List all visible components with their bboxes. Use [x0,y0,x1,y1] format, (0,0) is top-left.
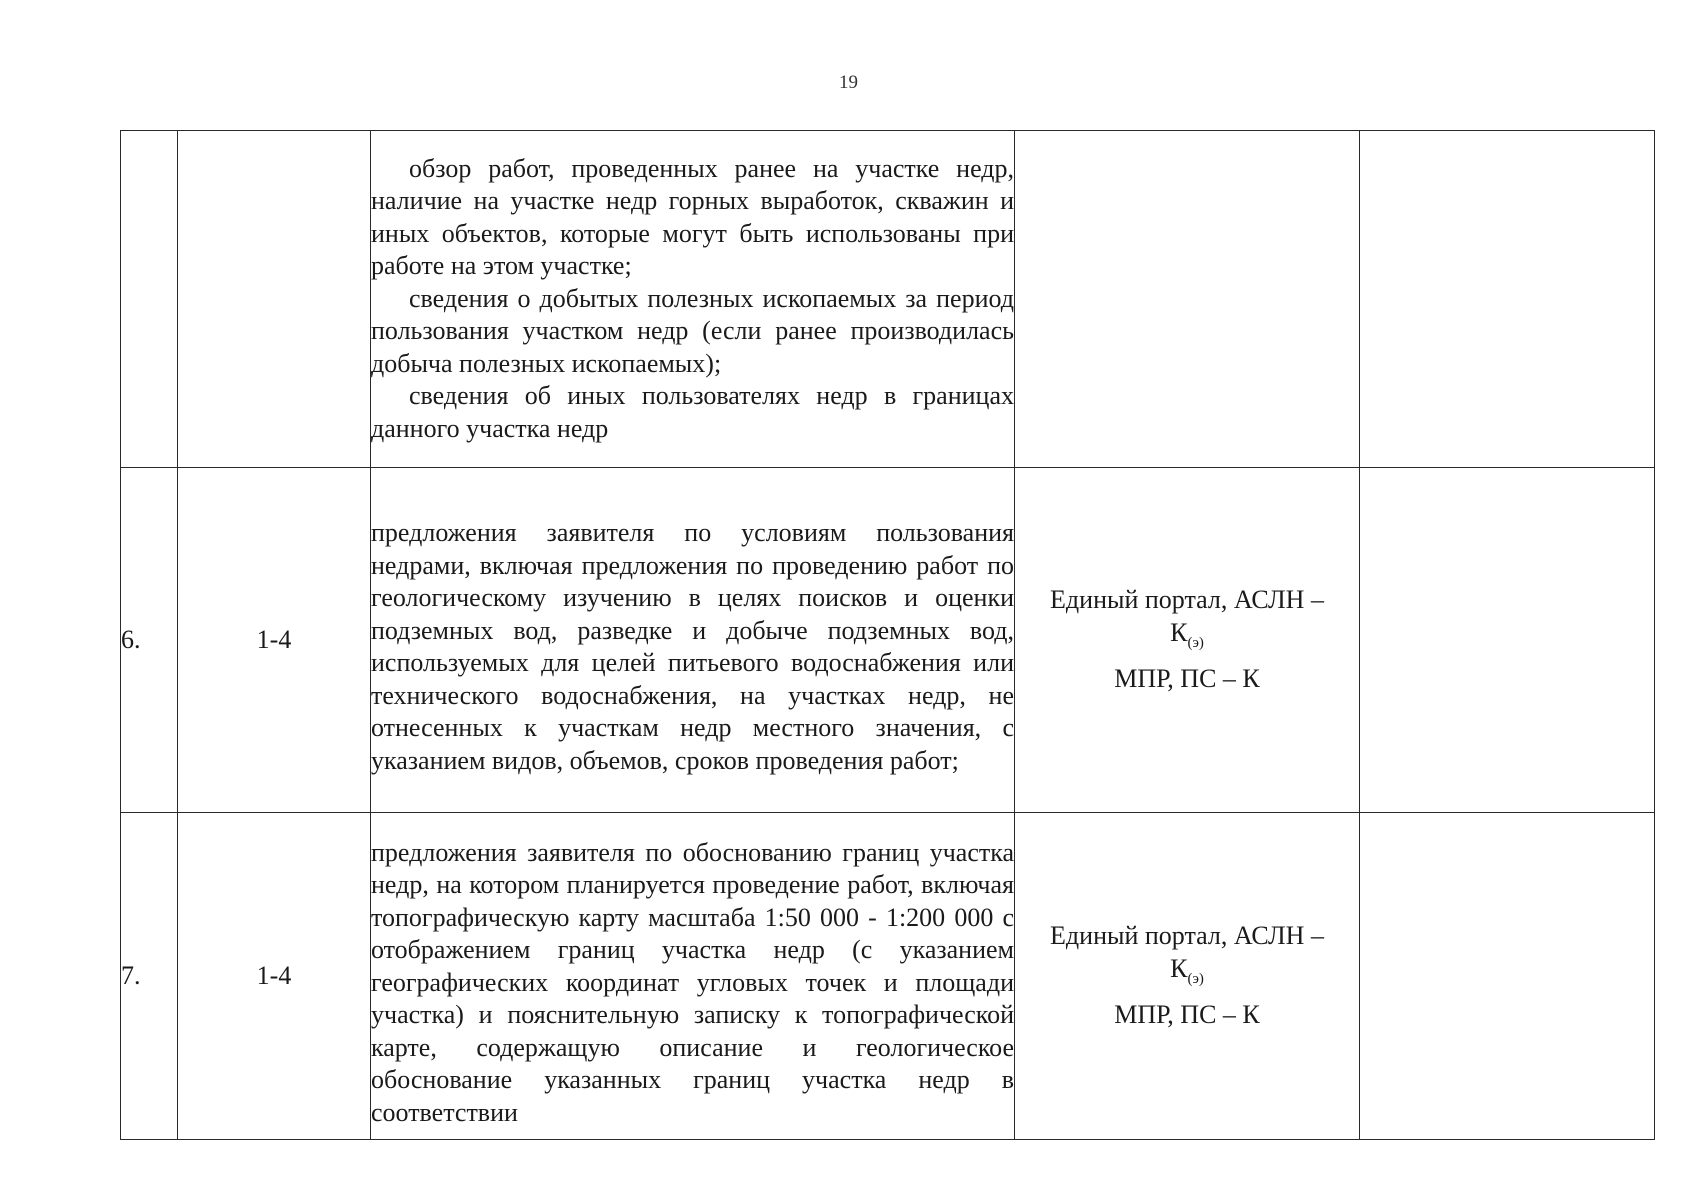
submission-format-cell [1015,468,1360,813]
format-portal-line: Единый портал, АСЛН – [1050,921,1324,951]
table-row [121,468,1655,813]
submission-format-cell [1015,131,1360,468]
stage-cell: 1-4 [178,813,371,1140]
table-row [121,131,1655,468]
format-code-line [1015,617,1359,650]
format-code-sub: (э) [1187,634,1204,651]
page-number: 19 [839,72,858,93]
description-cell [371,131,1015,468]
row-number-cell: 7. [121,813,178,1140]
description-paragraph: обзор работ, проведенных ранее на участке недр, наличие на участке недр горных выработок, скважин и иных объектов, которые могут быть использованы при работе на этом участке; [371,153,1014,281]
format-portal-line: Единый портал, АСЛН – [1050,585,1324,615]
table-row [121,813,1655,1140]
format-ministry-line: МПР, ПС – К [1114,1000,1260,1030]
stage-cell [178,131,371,468]
note-cell [1360,468,1655,813]
submission-format-cell [1015,813,1360,1140]
description-paragraph: сведения об иных пользователях недр в границах данного участка недр [371,381,1014,443]
row-number-cell: 6. [121,468,178,813]
description-cell [371,468,1015,813]
row-number-cell [121,131,178,468]
description-paragraph: предложения заявителя по обоснованию границ участка недр, на котором планируется проведение работ, включая топографическую карту масштаба 1:50 000 - 1:200 000 с отображением границ участка недр (с указанием географических координат угловых точек и площади участка) и пояснительную записку к топографической карте, содержащую описание и геологическое обоснование указанных границ участка недр в соответствии [371,837,1014,1127]
format-code: К [1170,617,1188,647]
format-code-sub: (э) [1187,970,1204,987]
stage-cell: 1-4 [178,468,371,813]
requirements-table [120,130,1655,1140]
format-code-line [1015,953,1359,986]
note-cell [1360,131,1655,468]
note-cell [1360,813,1655,1140]
description-paragraph: сведения о добытых полезных ископаемых за период пользования участком недр (если ранее производилась добыча полезных ископаемых); [371,283,1014,378]
format-code: К [1170,953,1188,983]
description-paragraph: предложения заявителя по условиям пользования недрами, включая предложения по проведению работ по геологическому изучению в целях поисков и оценки подземных вод, разведке и добыче подземных вод, используемых для целей питьевого водоснабжения или технического водоснабжения, на участках недр, не отнесенных к участкам недр местного значения, с указанием видов, объемов, сроков проведения работ; [371,518,1014,775]
format-ministry-line: МПР, ПС – К [1114,664,1260,694]
description-cell [371,813,1015,1140]
